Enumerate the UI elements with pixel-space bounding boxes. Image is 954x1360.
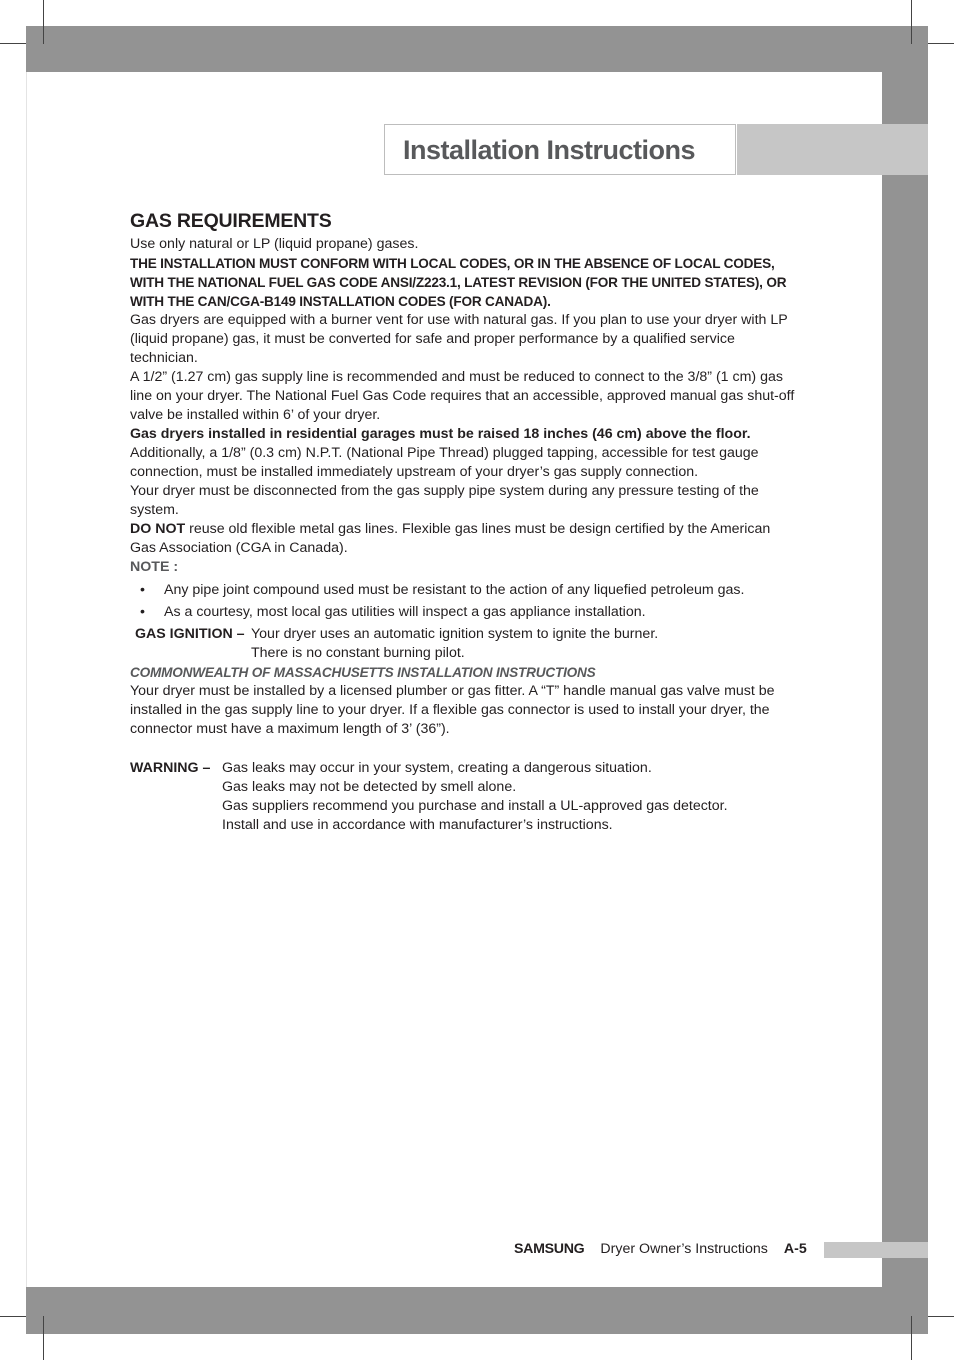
gas-ignition-text xyxy=(251,625,658,663)
crop-mark-tl-h xyxy=(0,43,26,44)
page-frame-left xyxy=(26,72,41,1287)
crop-mark-bl-v xyxy=(43,1316,44,1360)
crop-mark-br-v xyxy=(911,1316,912,1360)
supply-line-paragraph: A 1/2” (1.27 cm) gas supply line is recommended and must be reduced to connect to the 3/8” (1 cm) gas line on your dryer. The National Fuel Gas Code requires that an accessible, approved manual gas shut-off valve be installed within 6’ of your dryer. xyxy=(130,369,795,423)
list-item xyxy=(130,581,800,600)
do-not-label: DO NOT xyxy=(130,521,186,537)
garage-notice xyxy=(130,425,800,444)
list-item-text: As a courtesy, most local gas utilities will inspect a gas appliance installation. xyxy=(164,604,646,620)
intro-text: Use only natural or LP (liquid propane) gases. xyxy=(130,236,419,252)
bullet-icon: • xyxy=(140,604,145,620)
gas-ignition-line: Your dryer uses an automatic ignition system to ignite the burner. xyxy=(251,626,659,642)
garage-notice-text: Gas dryers installed in residential garages must be raised 18 inches (46 cm) above the floor. xyxy=(130,426,751,442)
warning-line: Gas leaks may occur in your system, creating a dangerous situation. xyxy=(222,760,652,776)
conform-notice: THE INSTALLATION MUST CONFORM WITH LOCAL CODES, OR IN THE ABSENCE OF LOCAL CODES, WITH THE NATIONAL FUEL GAS CODE ANSI/Z223.1, LATEST REVISION (FOR THE UNITED STATES), OR WITH THE CAN/CGA-B149 INSTALLATION CODES (FOR CANADA). xyxy=(130,256,787,309)
page-number: A-5 xyxy=(783,1241,807,1257)
massachusetts-paragraph: Your dryer must be installed by a licensed plumber or gas fitter. A “T” handle manual gas valve must be installed in the gas supply line to your dryer. If a flexible gas connector is used to install your dryer, the connector must have a maximum length of 3’ (36”). xyxy=(130,683,775,737)
note-label: NOTE : xyxy=(130,559,179,575)
gas-ignition-line: There is no constant burning pilot. xyxy=(251,645,465,661)
list-item xyxy=(130,603,800,622)
footer-tab xyxy=(824,1242,928,1258)
header-tab xyxy=(737,124,928,175)
warning-text xyxy=(222,759,728,835)
crop-mark-tr-h xyxy=(928,43,954,44)
note-list xyxy=(130,581,800,622)
list-item-text: Any pipe joint compound used must be resistant to the action of any liquefied petroleum gas. xyxy=(164,582,745,598)
bullet-icon: • xyxy=(140,582,145,598)
footer-brand: SAMSUNG xyxy=(514,1241,585,1257)
page-title: Installation Instructions xyxy=(403,135,696,165)
do-not-text: reuse old flexible metal gas lines. Flexible gas lines must be design certified by the American Gas Association (CGA in Canada). xyxy=(130,521,771,556)
crop-mark-tr-v xyxy=(911,0,912,44)
warning-line: Install and use in accordance with manufacturer’s instructions. xyxy=(222,817,613,833)
warning-line: Gas suppliers recommend you purchase and install a UL-approved gas detector. xyxy=(222,798,728,814)
gas-ignition-label: GAS IGNITION – xyxy=(135,626,245,642)
section-title: GAS REQUIREMENTS xyxy=(130,210,332,232)
page-footer xyxy=(514,1241,807,1257)
warning-label: WARNING – xyxy=(130,760,211,776)
crop-mark-bl-h xyxy=(0,1316,26,1317)
page-frame-bottom xyxy=(26,1287,928,1334)
do-not-paragraph xyxy=(130,520,800,558)
massachusetts-title: COMMONWEALTH OF MASSACHUSETTS INSTALLATION INSTRUCTIONS xyxy=(130,665,596,680)
tapping-paragraph: Additionally, a 1/8” (0.3 cm) N.P.T. (National Pipe Thread) plugged tapping, accessible for test gauge connection, must be installed immediately upstream of your dryer’s gas supply connection. xyxy=(130,445,759,480)
disconnect-paragraph: Your dryer must be disconnected from the gas supply pipe system during any pressure testing of the system. xyxy=(130,483,759,518)
footer-doc-title: Dryer Owner’s Instructions xyxy=(600,1241,768,1257)
page-frame-top xyxy=(26,26,928,72)
gas-ignition-row xyxy=(130,625,800,663)
burner-paragraph: Gas dryers are equipped with a burner vent for use with natural gas. If you plan to use your dryer with LP (liquid propane) gas, it must be converted for safe and proper performance by a qualified service technician. xyxy=(130,312,788,366)
crop-mark-tl-v xyxy=(43,0,44,44)
crop-mark-br-h xyxy=(928,1316,954,1317)
page-frame-right xyxy=(882,26,928,1334)
warning-line: Gas leaks may not be detected by smell alone. xyxy=(222,779,517,795)
warning-row xyxy=(130,759,800,835)
header-box xyxy=(384,124,736,175)
main-content xyxy=(130,212,800,835)
